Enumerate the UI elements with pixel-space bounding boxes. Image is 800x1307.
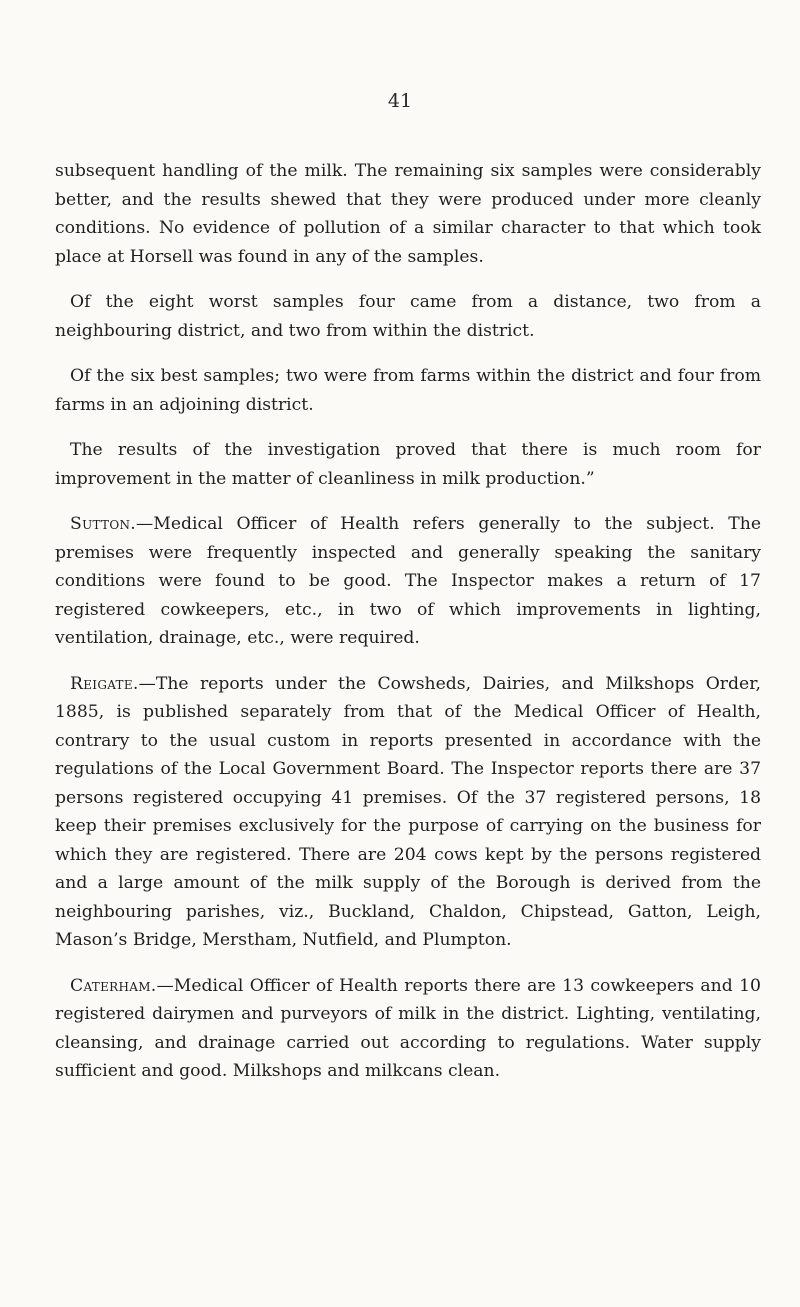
paragraph-caterham (55, 972, 761, 1086)
paragraph-worst-samples: Of the eight worst samples four came from a distance, two from a neighbouring district, and two from within the district. (55, 292, 761, 341)
paragraph-investigation-results: The results of the investigation proved that there is much room for improvement in the matter of cleanliness in milk production.” (55, 440, 761, 489)
paragraph-sutton (55, 510, 761, 653)
paragraph-reigate-text: —The reports under the Cowsheds, Dairies, and Milkshops Order, 1885, is published separately from that of the Medical Officer of Health, contrary to the usual custom in reports presented in accordance with the regulations of the Local Government Board. The Inspector reports there are 37 persons registered occupying 41 premises. Of the 37 registered persons, 18 keep their premises exclusively for the purpose of carrying on the business for which they are registered. There are 204 cows kept by the persons registered and a large amount of the milk supply of the Borough is derived from the neighbouring parishes, viz., Buckland, Chaldon, Chipstead, Gatton, Leigh, Mason’s Bridge, Merstham, Nutfield, and Plumpton. (55, 673, 761, 950)
page-number: 41 (387, 90, 413, 112)
district-heading-caterham: Caterham. (70, 975, 157, 996)
paragraph-reigate (55, 670, 761, 955)
paragraph-best-samples: Of the six best samples; two were from farms within the district and four from farms in an adjoining district. (55, 366, 761, 415)
paragraph-caterham-text: —Medical Officer of Health reports there are 13 cowkeepers and 10 registered dairymen and purveyors of milk in the district. Lighting, ventilating, cleansing, and drainage carried out according to regulations. Water supply sufficient and good. Milkshops and milkcans clean. (55, 975, 761, 1081)
paragraph-milk-samples-continued: subsequent handling of the milk. The remaining six samples were considerably better, and the results shewed that they were produced under more cleanly conditions. No evidence of pollution of a similar character to that which took place at Horsell was found in any of the samples. (55, 161, 761, 267)
body-text (55, 157, 761, 1103)
paragraph-sutton-text: —Medical Officer of Health refers generally to the subject. The premises were frequently inspected and generally speaking the sanitary conditions were found to be good. The Inspector makes a return of 17 registered cowkeepers, etc., in two of which improvements in lighting, ventilation, drainage, etc., were required. (55, 514, 761, 648)
district-heading-reigate: Reigate. (70, 673, 139, 694)
district-heading-sutton: Sutton. (70, 514, 137, 534)
